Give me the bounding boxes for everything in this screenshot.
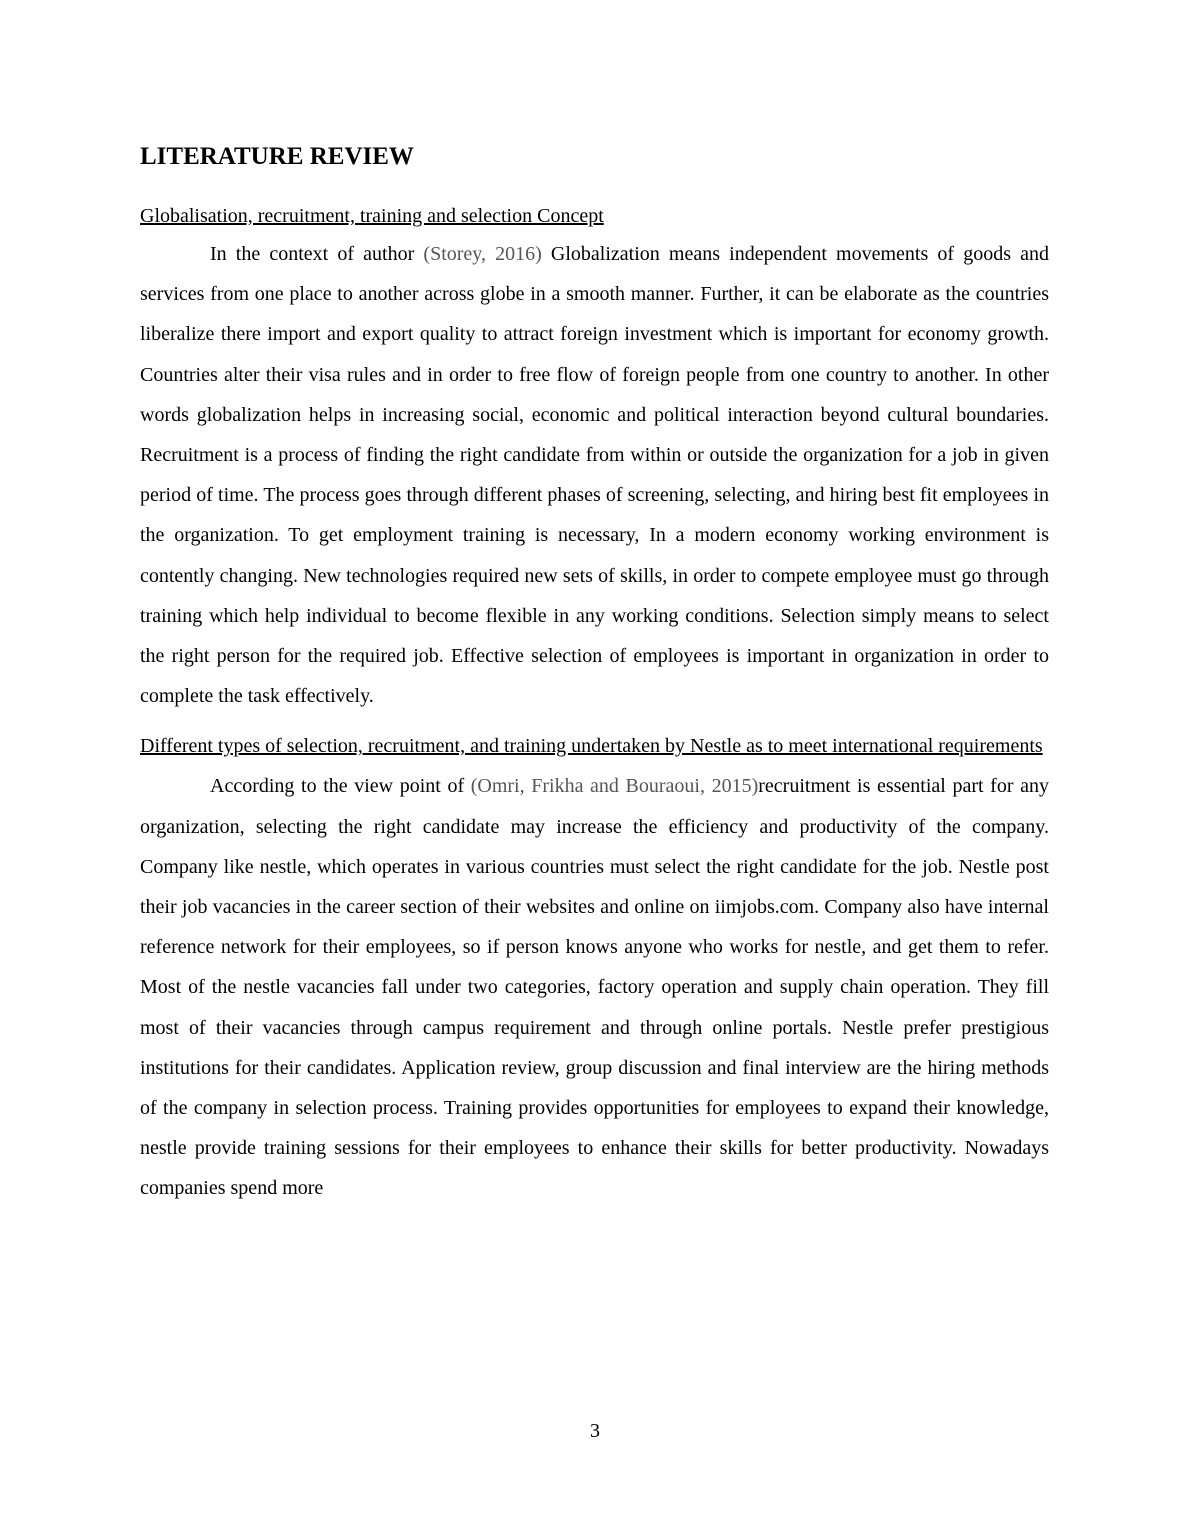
- page-content: [140, 140, 1049, 1209]
- section-1-paragraph: [140, 234, 1049, 716]
- page-number: 3: [590, 1420, 600, 1442]
- section-1-body-text: Globalization means independent movements of goods and services from one place to another across globe in a smooth manner. Further, it can be elaborate as the countries liberalize there import and export quality to attract foreign investment which is important for economy growth. Countries alter their visa rules and in order to free flow of foreign people from one country to another. In other words globalization helps in increasing social, economic and political interaction beyond cultural boundaries. Recruitment is a process of finding the right candidate from within or outside the organization for a job in given period of time. The process goes through different phases of screening, selecting, and hiring best fit employees in the organization. To get employment training is necessary, In a modern economy working environment is contently changing. New technologies required new sets of skills, in order to compete employee must go through training which help individual to become flexible in any working conditions. Selection simply means to select the right person for the required job. Effective selection of employees is important in organization in order to complete the task effectively.: [140, 243, 1049, 708]
- section-2-paragraph: [140, 766, 1049, 1208]
- section-1-title: Globalisation, recruitment, training and selection Concept: [140, 205, 604, 227]
- section-2-citation: (Omri, Frikha and Bouraoui, 2015): [470, 775, 759, 798]
- section-2-body-text: recruitment is essential part for any organization, selecting the right candidate may increase the efficiency and productivity of the company. Company like nestle, which operates in various countries must select the right candidate for the job. Nestle post their job vacancies in the career section of their websites and online on iimjobs.com. Company also have internal reference network for their employees, so if person knows anyone who works for nestle, and get them to refer. Most of the nestle vacancies fall under two categories, factory operation and supply chain operation. They fill most of their vacancies through campus requirement and through online portals. Nestle prefer prestigious institutions for their candidates. Application review, group discussion and final interview are the hiring methods of the company in selection process. Training provides opportunities for employees to expand their knowledge, nestle provide training sessions for their employees to enhance their skills for better productivity. Nowadays companies spend more: [140, 775, 1049, 1200]
- section-1-intro-text: In the context of author: [210, 243, 424, 265]
- section-2-title: Different types of selection, recruitment, and training undertaken by Nestle as to meet international requirements: [140, 735, 1043, 758]
- section-1-citation: (Storey, 2016): [423, 243, 542, 265]
- page-heading: LITERATURE REVIEW: [140, 143, 414, 170]
- section-2-intro-text: According to the view point of: [210, 775, 471, 798]
